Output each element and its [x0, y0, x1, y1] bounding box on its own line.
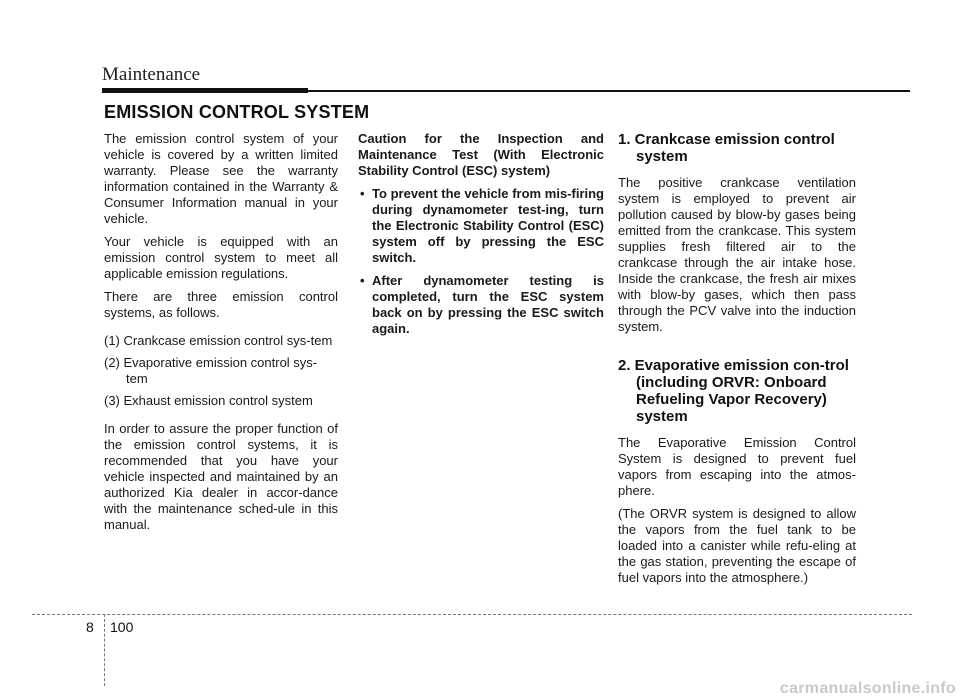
list-item: (3) Exhaust emission control system: [104, 393, 313, 408]
subheading-crankcase: 1. Crankcase emission control system: [618, 131, 835, 165]
list-item: [358, 273, 604, 337]
header-rule-thin: [308, 90, 910, 92]
list-item: (1) Crankcase emission control sys-tem: [104, 333, 333, 348]
intro-paragraph-3: There are three emission control systems, as follows.: [104, 289, 338, 320]
caution-bullets: [358, 186, 604, 337]
bullet-text: To prevent the vehicle from mis-firing during dynamometer test-ing, turn the Electronic Stability Control (ESC) system off by pressing the ESC switch.: [372, 186, 604, 265]
watermark: carmanualsonline.info: [779, 680, 956, 697]
closing-paragraph: In order to assure the proper function of the emission control systems, it is recommended that you have your vehicle inspected and maintained by an authorized Kia dealer in accor-dance with the maintenance sched-ule in this manual.: [104, 421, 338, 532]
crankcase-paragraph: The positive crankcase ventilation system is employed to prevent air pollution caused by blow-by gases being emitted from the crankcase. This system supplies fresh filtered air to the crankcase through the air intake hose. Inside the crankcase, the fresh air mixes with blow-by gases, which then pass through the PCV valve into the induction system.: [618, 175, 856, 334]
section-title: EMISSION CONTROL SYSTEM: [104, 102, 370, 122]
list-item: (2) Evaporative emission control sys-tem: [104, 355, 318, 386]
column-right: [618, 131, 856, 593]
header-rule-thick: [102, 88, 308, 93]
caution-title: Caution for the Inspection and Maintenance Test (With Electronic Stability Control (ESC) system): [358, 131, 604, 178]
bullet-icon: •: [360, 273, 365, 288]
header-title: Maintenance: [102, 64, 201, 85]
emission-systems-list: [104, 333, 338, 409]
list-item: [358, 186, 604, 266]
column-middle: [358, 131, 604, 344]
footer-rule: [32, 614, 912, 615]
evaporative-paragraph: The Evaporative Emission Control System is designed to prevent fuel vapors from escaping into the atmos-phere.: [618, 435, 856, 498]
page-number: 100: [110, 619, 134, 635]
subheading-evaporative: 2. Evaporative emission con-trol (including ORVR: Onboard Refueling Vapor Recovery) system: [618, 357, 849, 425]
intro-paragraph-2: Your vehicle is equipped with an emission control system to meet all applicable emission regulations.: [104, 234, 338, 281]
intro-paragraph-1: The emission control system of your vehicle is covered by a written limited warranty. Please see the warranty information contained in the Warranty & Consumer Information manual in your vehicle.: [104, 131, 338, 226]
orvr-paragraph: (The ORVR system is designed to allow the vapors from the fuel tank to be loaded into a canister while refu-eling at the gas station, preventing the escape of fuel vapors into the atmosphere.): [618, 506, 856, 585]
bullet-text: After dynamometer testing is completed, turn the ESC system back on by pressing the ESC switch again.: [372, 273, 604, 336]
column-left: [104, 131, 338, 540]
footer-divider: [104, 614, 105, 686]
chapter-number: 8: [86, 619, 94, 635]
bullet-icon: •: [360, 186, 365, 201]
